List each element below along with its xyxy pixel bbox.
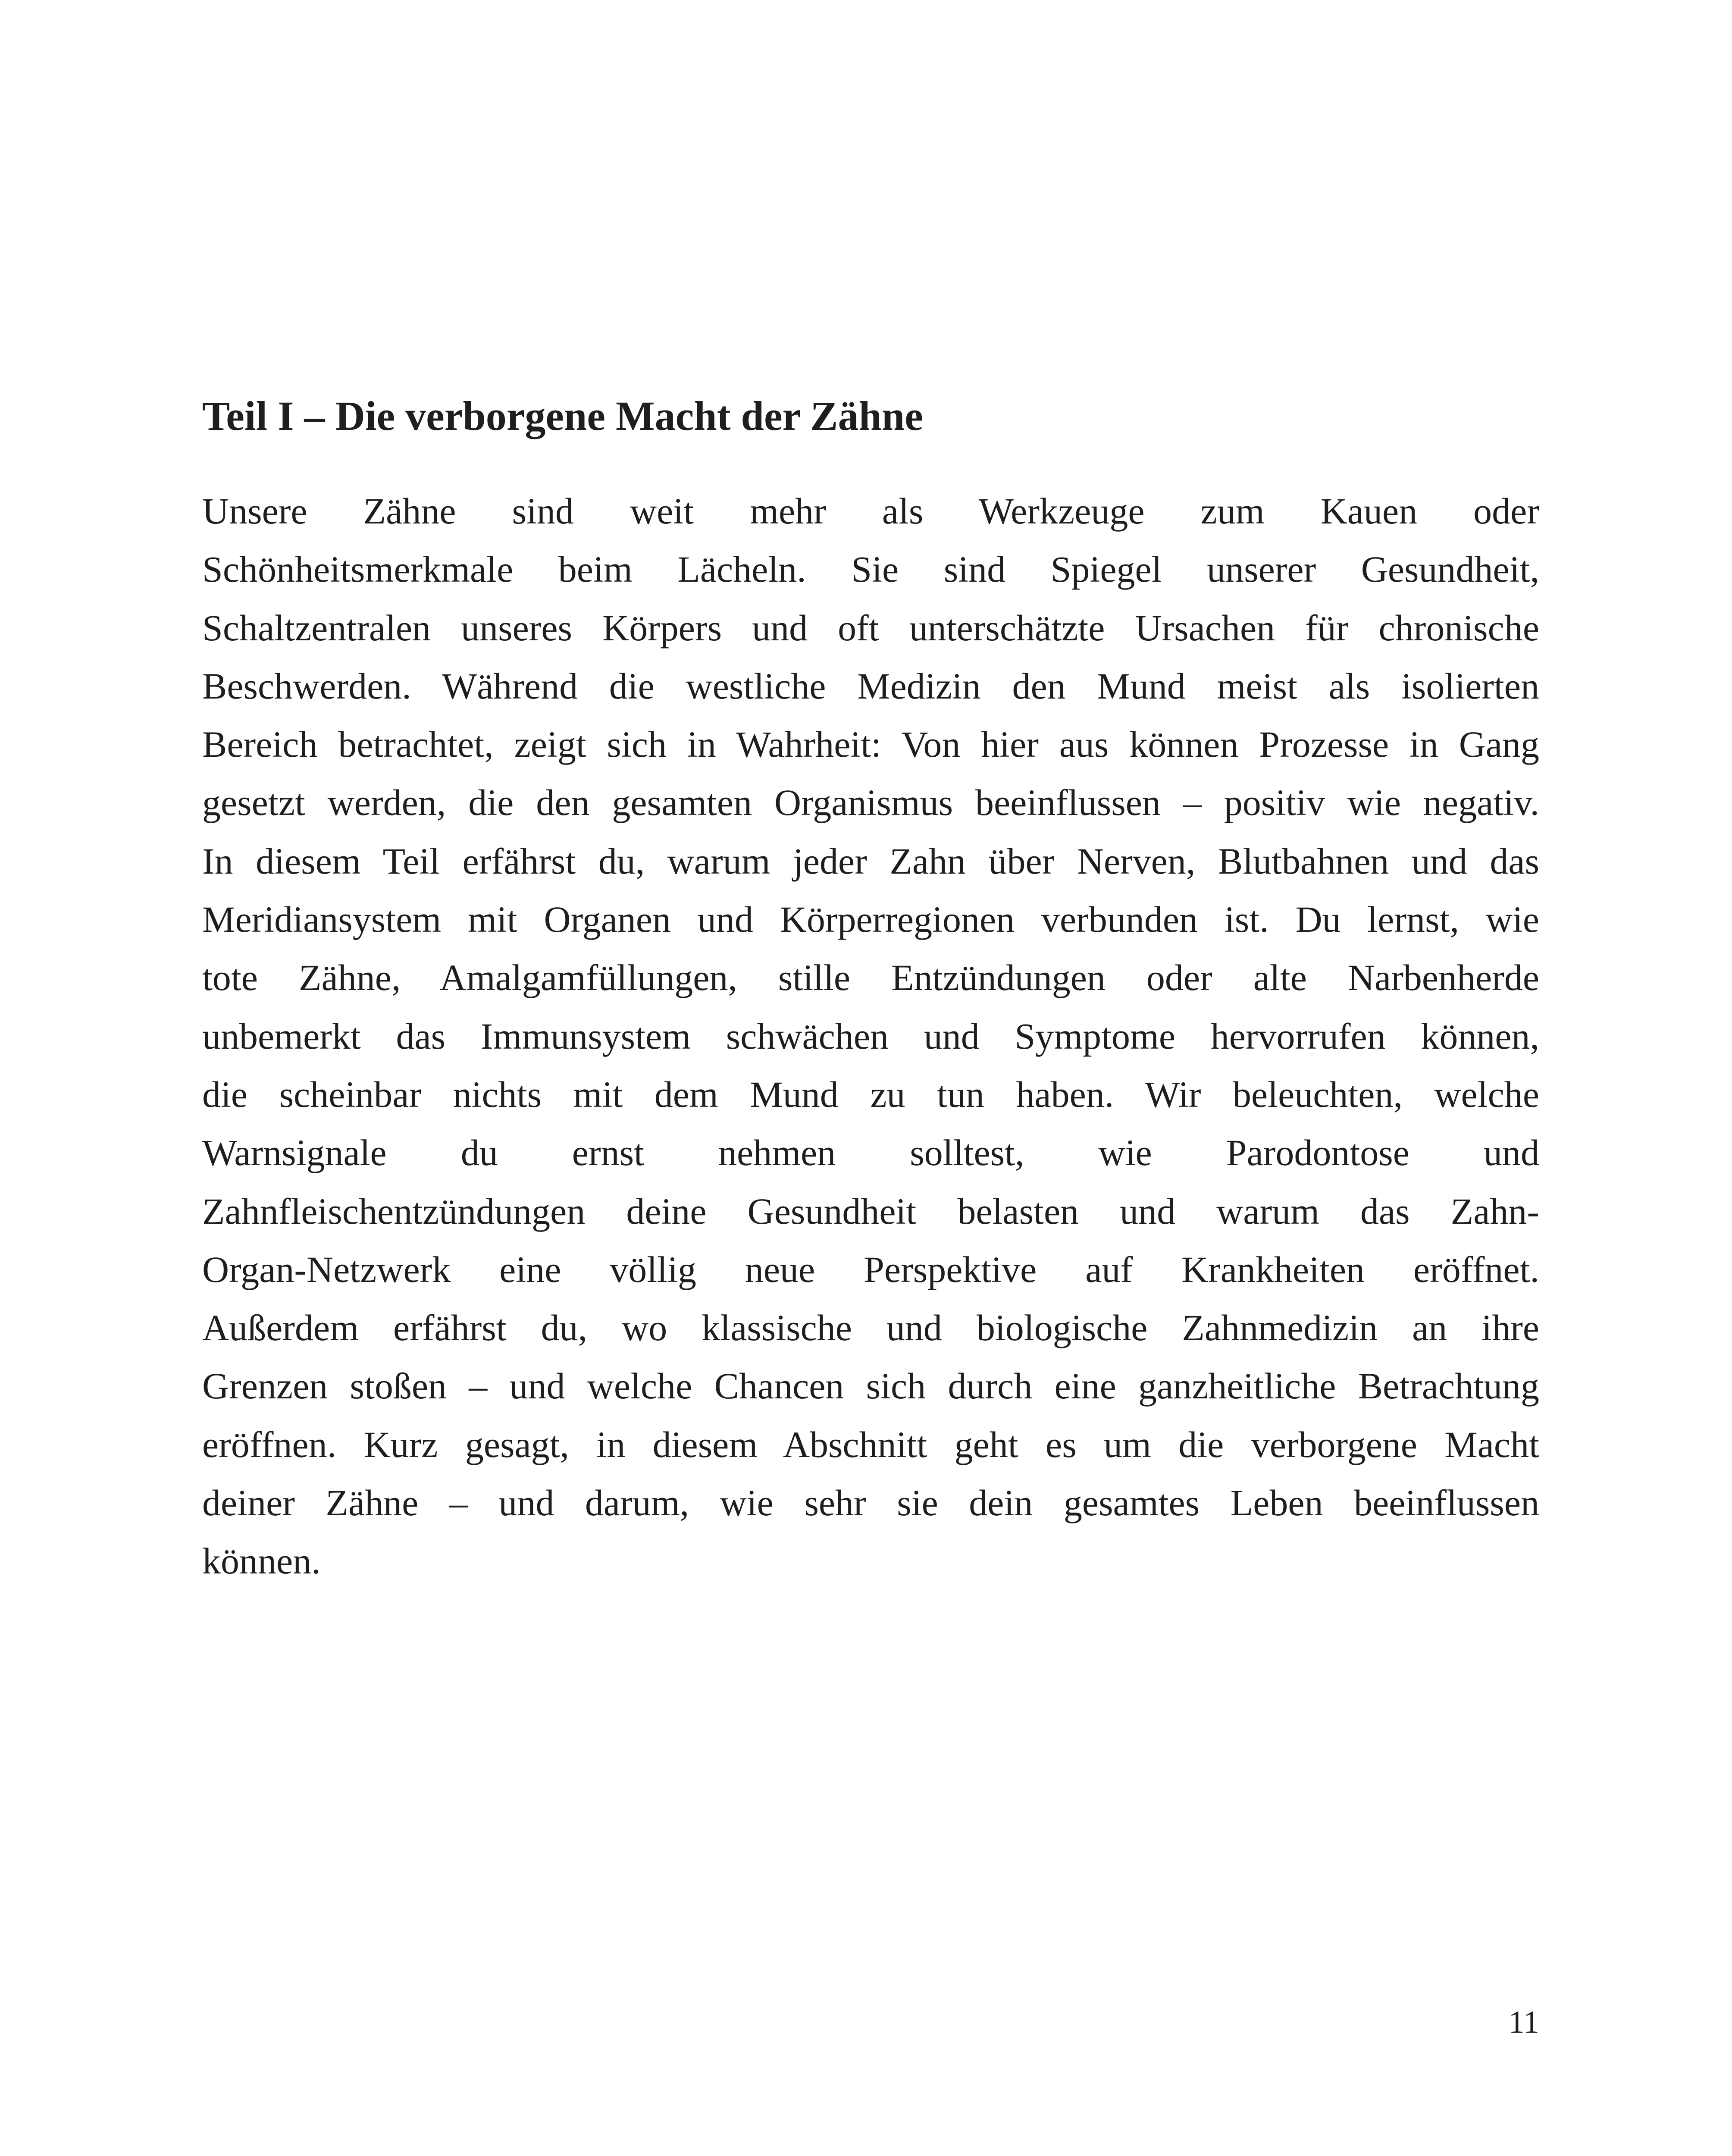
paragraph-line: Schönheitsmerkmale beim Lächeln. Sie sind Spiegel unserer Gesundheit,	[202, 548, 1539, 590]
paragraph-line: Bereich betrachtet, zeigt sich in Wahrheit: Von hier aus können Prozesse in Gang	[202, 724, 1539, 765]
paragraph-line: Organ-Netzwerk eine völlig neue Perspektive auf Krankheiten eröffnet.	[202, 1248, 1539, 1290]
paragraph-line: eröffnen. Kurz gesagt, in diesem Abschnitt geht es um die verborgene Macht	[202, 1423, 1539, 1465]
paragraph-line: gesetzt werden, die den gesamten Organismus beeinflussen – positiv wie negativ.	[202, 782, 1539, 824]
paragraph-line: Zahnfleischentzündungen deine Gesundheit belasten und warum das Zahn-	[202, 1190, 1539, 1232]
paragraph-line: Schaltzentralen unseres Körpers und oft unterschätzte Ursachen für chronische	[202, 607, 1539, 649]
paragraph-line: Außerdem erfährst du, wo klassische und biologische Zahnmedizin an ihre	[202, 1307, 1539, 1349]
paragraph-line: Beschwerden. Während die westliche Medizin den Mund meist als isolierten	[202, 665, 1539, 707]
paragraph-line: Warnsignale du ernst nehmen solltest, wie Parodontose und	[202, 1132, 1539, 1174]
body-paragraph	[202, 482, 1539, 1591]
chapter-heading: Teil I – Die verborgene Macht der Zähne	[202, 393, 923, 439]
paragraph-line: deiner Zähne – und darum, wie sehr sie dein gesamtes Leben beeinflussen	[202, 1482, 1539, 1524]
page-number: 11	[1508, 2005, 1539, 2040]
paragraph-line: können.	[202, 1540, 321, 1582]
paragraph-line: Grenzen stoßen – und welche Chancen sich durch eine ganzheitliche Betrachtung	[202, 1365, 1539, 1407]
paragraph-line: Unsere Zähne sind weit mehr als Werkzeuge zum Kauen oder	[202, 490, 1539, 532]
paragraph-line: die scheinbar nichts mit dem Mund zu tun haben. Wir beleuchten, welche	[202, 1073, 1539, 1115]
paragraph-line: unbemerkt das Immunsystem schwächen und Symptome hervorrufen können,	[202, 1015, 1539, 1057]
paragraph-line: tote Zähne, Amalgamfüllungen, stille Entzündungen oder alte Narbenherde	[202, 957, 1539, 999]
paragraph-line: In diesem Teil erfährst du, warum jeder Zahn über Nerven, Blutbahnen und das	[202, 840, 1539, 882]
paragraph-line: Meridiansystem mit Organen und Körperregionen verbunden ist. Du lernst, wie	[202, 899, 1539, 940]
